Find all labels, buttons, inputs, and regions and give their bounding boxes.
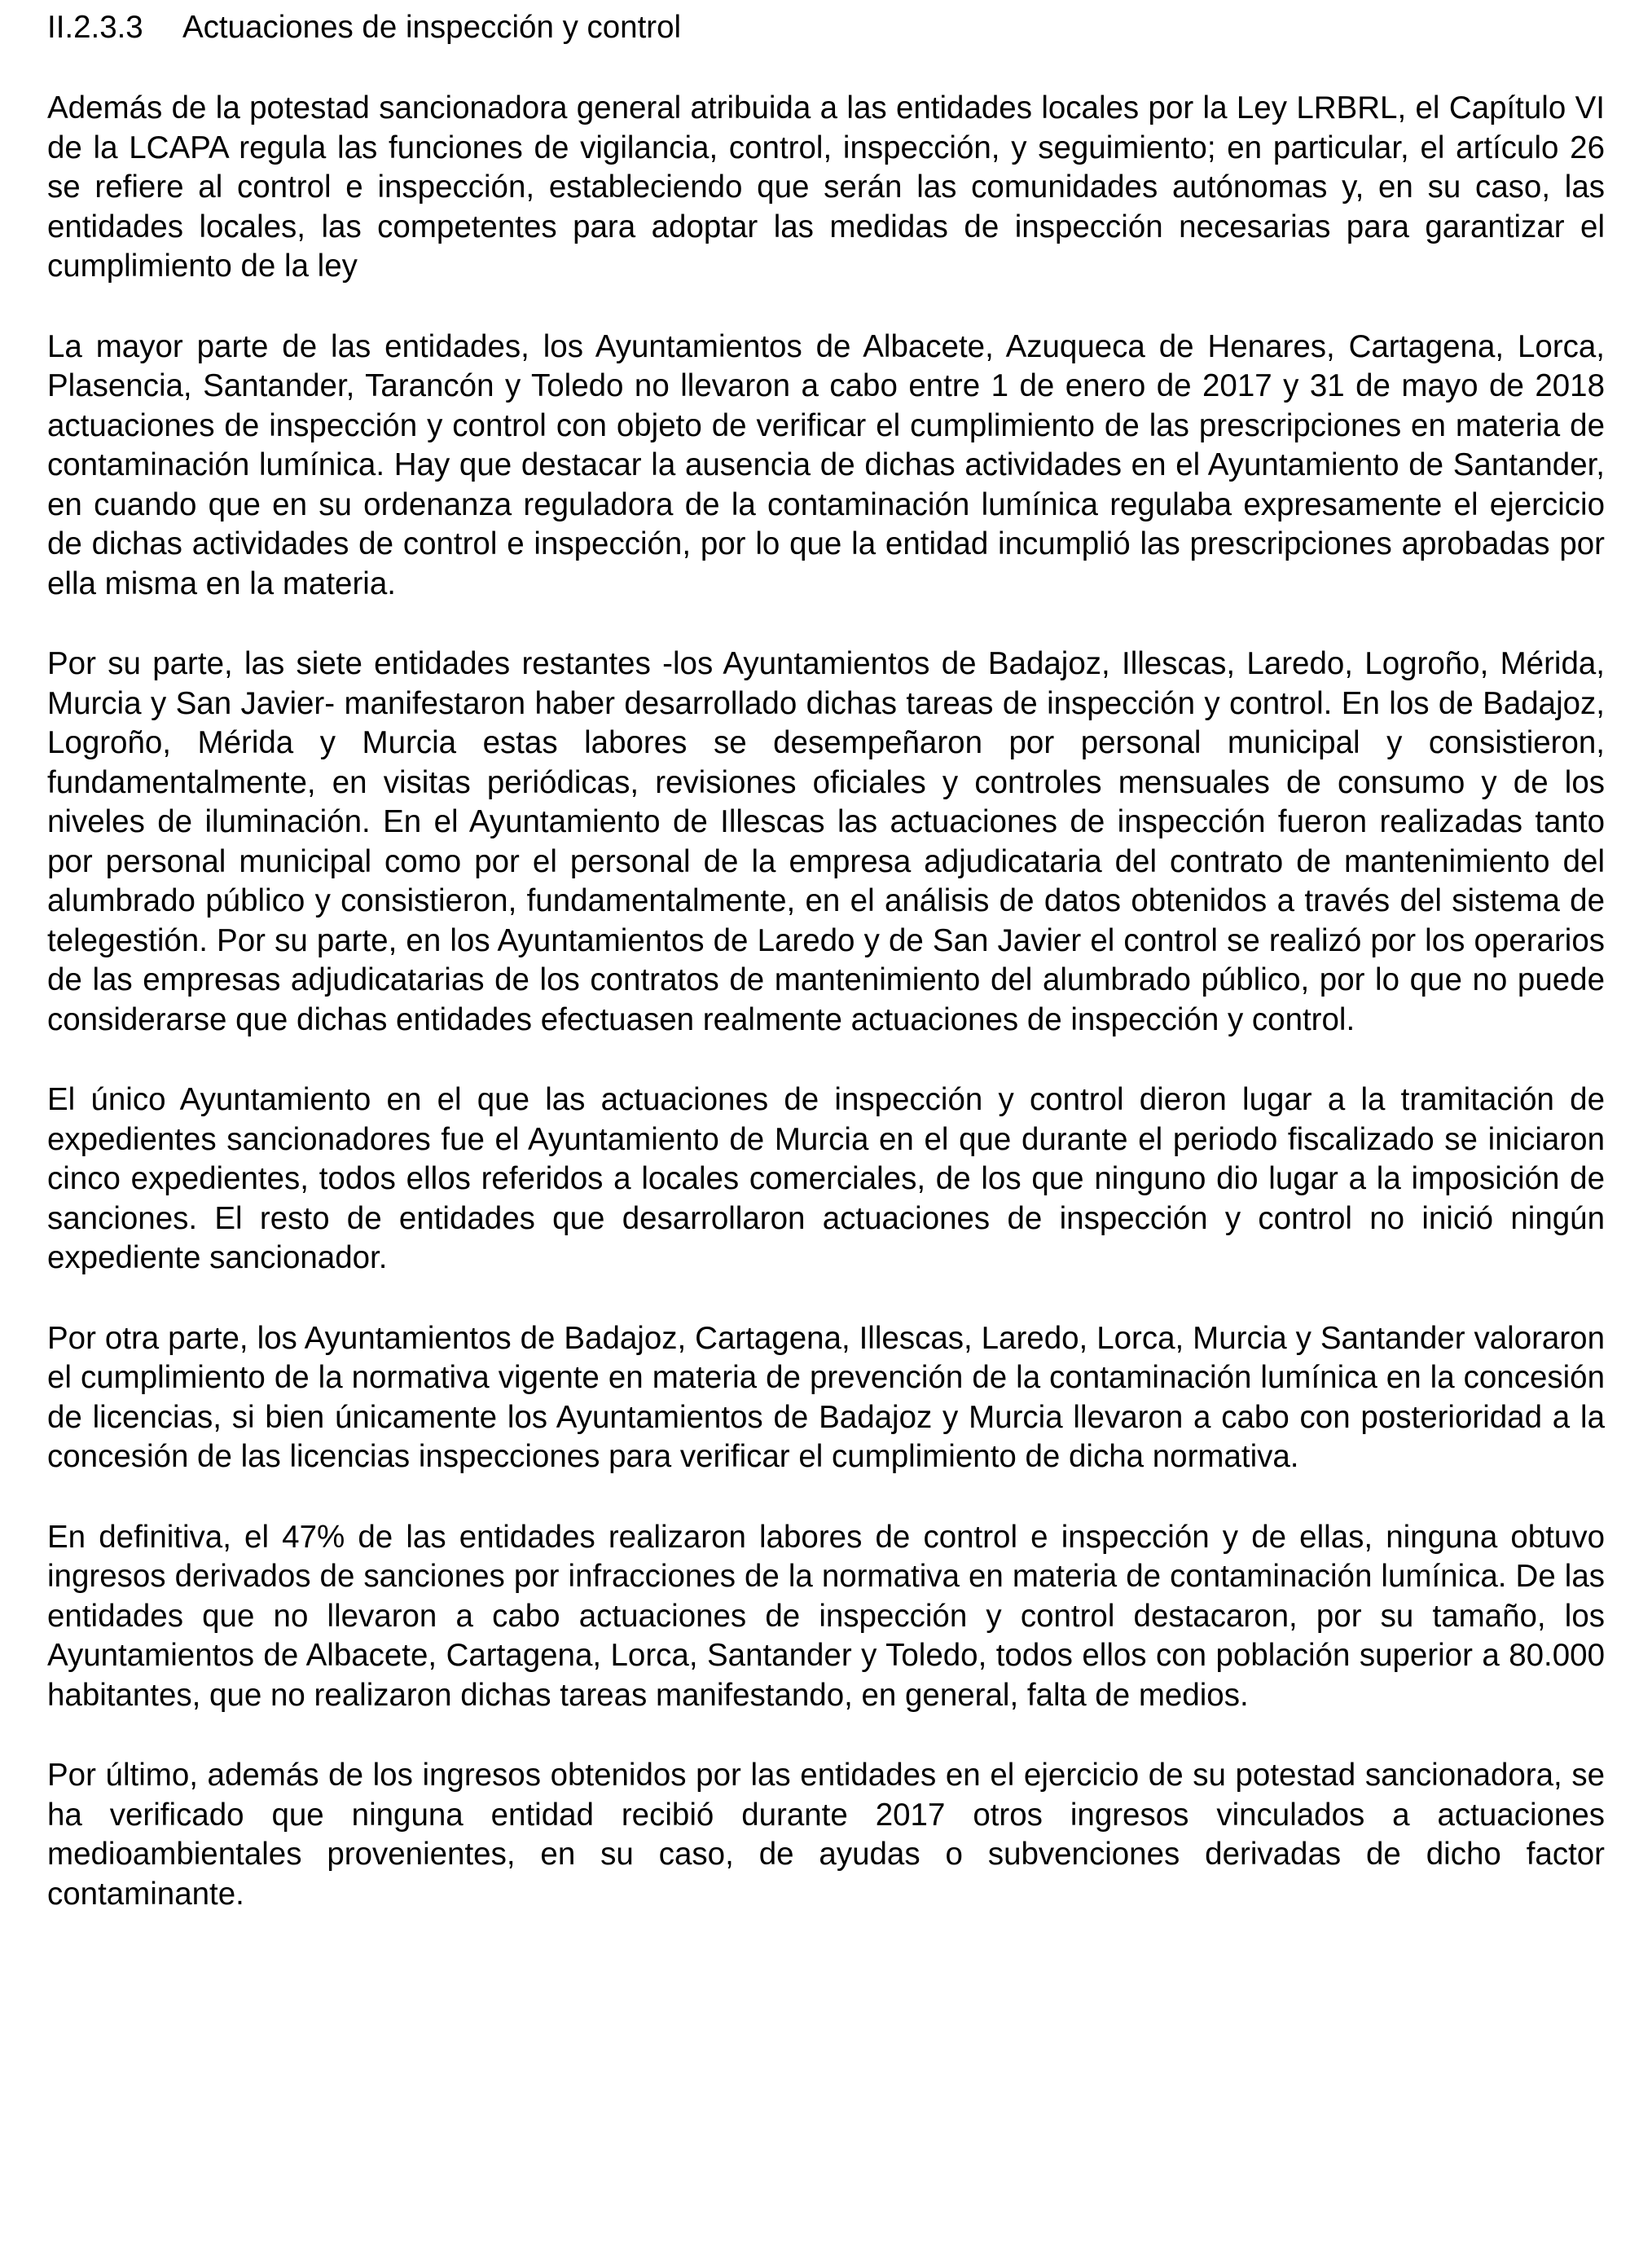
section-number: II.2.3.3 [47,10,143,45]
paragraph-otros-ingresos: Por último, además de los ingresos obtenidos por las entidades en el ejercicio de su potestad sancionadora, se ha verificado que ninguna entidad recibió durante 2017 otros ingresos vinculados a actuaciones medioambientales provenientes, en su caso, de ayudas o subvenciones derivadas de dicho factor contaminante. [47,1758,1605,1912]
section-title: Actuaciones de inspección y control [182,10,682,45]
paragraph-entidades-sin-inspeccion: La mayor parte de las entidades, los Ayuntamientos de Albacete, Azuqueca de Henares, Cartagena, Lorca, Plasencia, Santander, Tarancón y Toledo no llevaron a cabo entre 1 de enero de 2017 y 31 de mayo de 2018 actuaciones de inspección y control con objeto de verificar el cumplimiento de las prescripciones en materia de contaminación lumínica. Hay que destacar la ausencia de dichas actividades en el Ayuntamiento de Santander, en cuando que en su ordenanza reguladora de la contaminación lumínica regulaba expresamente el ejercicio de dichas actividades de control e inspección, por lo que la entidad incumplió las prescripciones aprobadas por ella misma en la materia. [47,328,1605,601]
paragraph-entidades-con-inspeccion: Por su parte, las siete entidades restantes -los Ayuntamientos de Badajoz, Illescas, Laredo, Logroño, Mérida, Murcia y San Javier- manifestaron haber desarrollado dichas tareas de inspección y control. En los de Badajoz, Logroño, Mérida y Murcia estas labores se desempeñaron por personal municipal y consistieron, fundamentalmente, en visitas periódicas, revisiones oficiales y controles mensuales de consumo y de los niveles de iluminación. En el Ayuntamiento de Illescas las actuaciones de inspección fueron realizadas tanto por personal municipal como por el personal de la empresa adjudicataria del contrato de mantenimiento del alumbrado público y consistieron, fundamentalmente, en el análisis de datos obtenidos a través del sistema de telegestión. Por su parte, en los Ayuntamientos de Laredo y de San Javier el control se realizó por los operarios de las empresas adjudicatarias de los contratos de mantenimiento del alumbrado público, por lo que no puede considerarse que dichas entidades efectuasen realmente actuaciones de inspección y control. [47,646,1605,1037]
section-heading [47,8,1605,47]
paragraph-potestad-sancionadora: Además de la potestad sancionadora general atribuida a las entidades locales por la Ley LRBRL, el Capítulo VI de la LCAPA regula las funciones de vigilancia, control, inspección, y seguimiento; en particular, el artículo 26 se refiere al control e inspección, estableciendo que serán las comunidades autónomas y, en su caso, las entidades locales, las competentes para adoptar las medidas de inspección necesarias para garantizar el cumplimiento de la ley [47,90,1605,284]
paragraph-licencias: Por otra parte, los Ayuntamientos de Badajoz, Cartagena, Illescas, Laredo, Lorca, Murcia y Santander valoraron el cumplimiento de la normativa vigente en materia de prevención de la contaminación lumínica en la concesión de licencias, si bien únicamente los Ayuntamientos de Badajoz y Murcia llevaron a cabo con posterioridad a la concesión de las licencias inspecciones para verificar el cumplimiento de dicha normativa. [47,1320,1605,1474]
document-page [47,8,1605,1955]
paragraph-conclusion: En definitiva, el 47% de las entidades realizaron labores de control e inspección y de ellas, ninguna obtuvo ingresos derivados de sanciones por infracciones de la normativa en materia de contaminación lumínica. De las entidades que no llevaron a cabo actuaciones de inspección y control destacaron, por su tamaño, los Ayuntamientos de Albacete, Cartagena, Lorca, Santander y Toledo, todos ellos con población superior a 80.000 habitantes, que no realizaron dichas tareas manifestando, en general, falta de medios. [47,1519,1605,1713]
paragraph-expedientes-sancionadores: El único Ayuntamiento en el que las actuaciones de inspección y control dieron lugar a la tramitación de expedientes sancionadores fue el Ayuntamiento de Murcia en el que durante el periodo fiscalizado se iniciaron cinco expedientes, todos ellos referidos a locales comerciales, de los que ninguno dio lugar a la imposición de sanciones. El resto de entidades que desarrollaron actuaciones de inspección y control no inició ningún expediente sancionador. [47,1082,1605,1275]
